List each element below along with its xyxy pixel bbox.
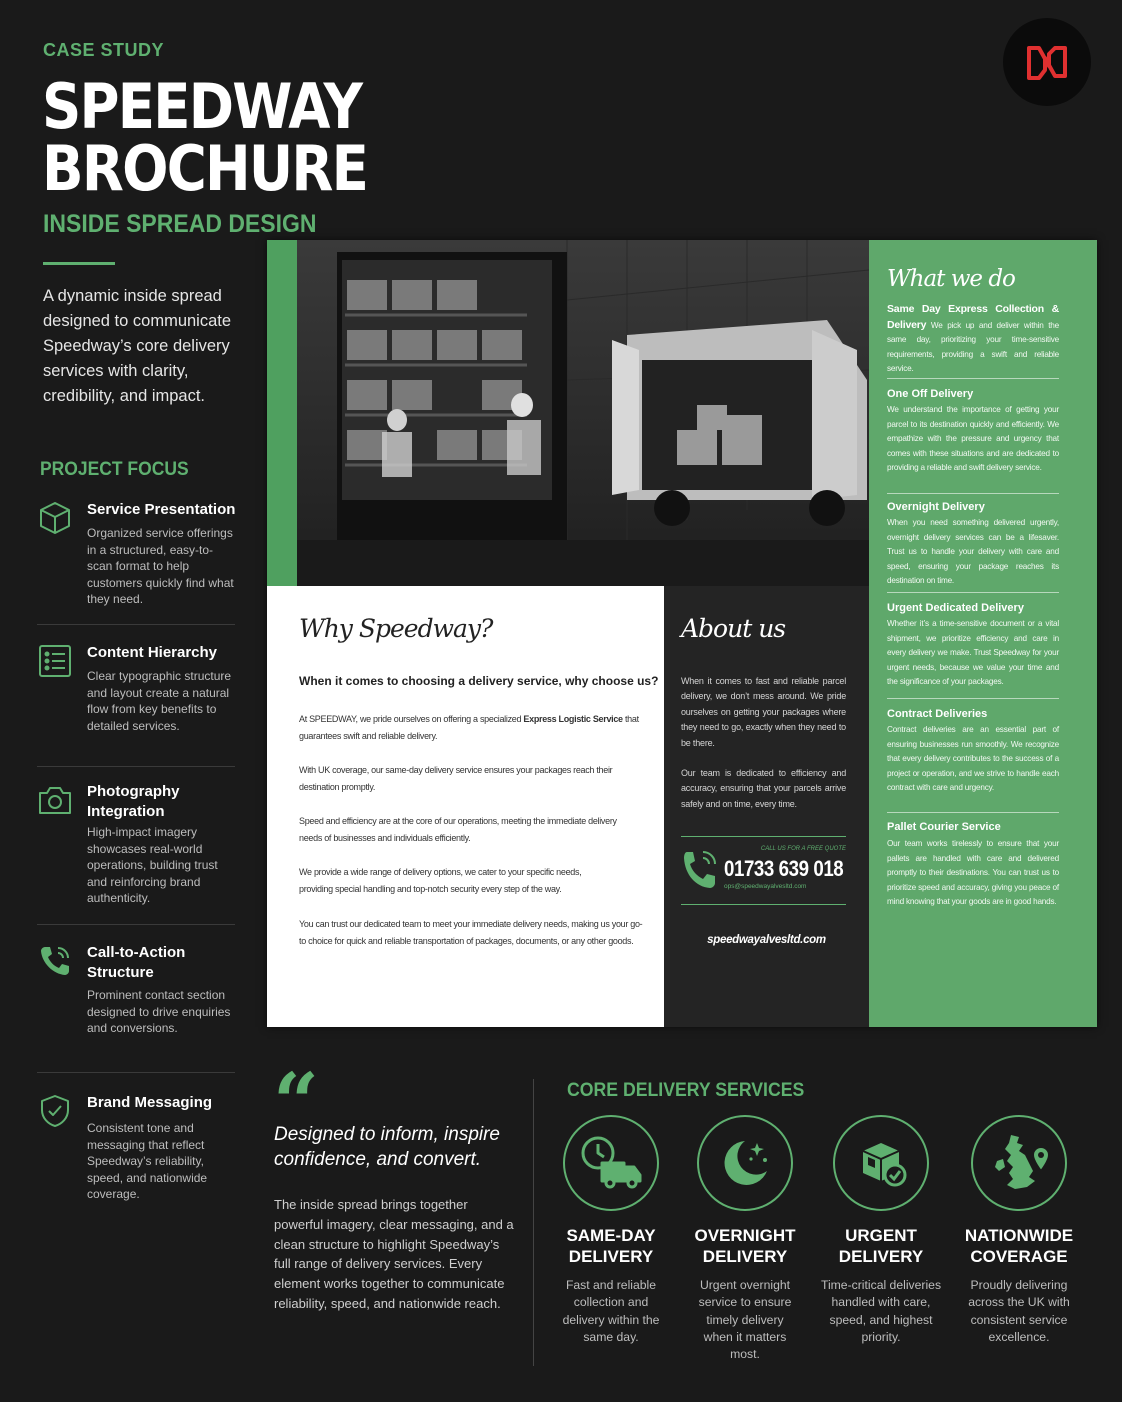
what-item-title: Urgent Dedicated Delivery	[887, 602, 1024, 614]
service-desc: Urgent overnight service to ensure timely delivery when it matters most.	[698, 1278, 792, 1362]
why-paragraph-4: We provide a wide range of delivery options, we cater to your specific needs, providing special handling and top-notch security every step of the way.	[299, 867, 582, 894]
box-check-icon	[833, 1115, 929, 1211]
focus-divider	[37, 1072, 235, 1073]
shield-check-icon	[37, 1093, 73, 1129]
focus-divider	[37, 624, 235, 625]
cta-website[interactable]: speedwayalvesltd.com	[707, 934, 826, 946]
service-desc: Proudly delivering across the UK with consistent service excellence.	[968, 1278, 1070, 1344]
focus-item-title: Brand Messaging	[87, 1094, 213, 1111]
what-item-desc: Our team works tirelessly to ensure that your pallets are handled with care and delivered promptly to their destinations. You can trust us to prioritize speed and accuracy, giving you peace of mind knowing that your goods are in good hands.	[887, 839, 1059, 906]
service-overnight	[681, 1115, 809, 1363]
title-line-1: SPEEDWAY	[42, 70, 362, 143]
page-title	[42, 70, 368, 205]
quote-mark-icon: “	[273, 1055, 320, 1149]
what-item-same-day: Same Day Express Collection & Delivery We pick up and deliver within the same day, prioritizing your time-sensitive requirements, providing a swift and reliable service.	[887, 303, 1059, 373]
focus-item-desc: Prominent contact section designed to drive enquiries and conversions.	[87, 988, 231, 1035]
focus-divider	[37, 766, 235, 767]
service-name: SAME-DAY DELIVERY	[566, 1226, 656, 1266]
cta-rule-top	[681, 836, 846, 837]
uk-map-pin-icon	[971, 1115, 1067, 1211]
warehouse-photo	[267, 240, 869, 586]
why-paragraph-5: You can trust our dedicated team to meet your immediate delivery needs, making us your go-to choice for quick and reliable transportation of packages, documents, or any other goods.	[299, 919, 643, 946]
what-item-desc: Contract deliveries are an essential part of ensuring businesses run smoothly. We recognize that every delivery contributes to the success of a project or operation, and we strive to handle each contract with care and urgency.	[887, 725, 1059, 792]
cta-rule-bottom	[681, 904, 846, 905]
why-lead: When it comes to choosing a delivery service, why choose us?	[299, 674, 659, 688]
what-item-title: Contract Deliveries	[887, 708, 988, 720]
cta-phone-number[interactable]: 01733 639 018	[724, 856, 844, 881]
what-divider	[887, 698, 1059, 699]
about-paragraph-1: When it comes to fast and reliable parcel delivery, we don’t mess around. We pride ourselves on getting your packages where they need to go, exactly when they need to be there.	[681, 676, 846, 748]
focus-item-title: Photography Integration	[87, 783, 180, 820]
focus-item-title: Call-to-Action Structure	[87, 944, 186, 981]
about-us-panel	[664, 586, 869, 1027]
why-title: Why Speedway?	[299, 614, 493, 643]
cta-email[interactable]: ops@speedwayalvesltd.com	[724, 883, 807, 890]
page-subtitle: INSIDE SPREAD DESIGN	[43, 210, 317, 238]
what-divider	[887, 493, 1059, 494]
project-focus-title: PROJECT FOCUS	[40, 459, 189, 480]
service-urgent	[817, 1115, 945, 1346]
list-icon	[37, 643, 73, 679]
focus-item-title: Content Hierarchy	[87, 644, 218, 661]
what-divider	[887, 812, 1059, 813]
why-paragraph-3: Speed and efficiency are at the core of our operations, meeting the immediate delivery needs of businesses and individuals efficiently.	[299, 816, 617, 843]
cube-icon	[37, 500, 73, 536]
service-desc: Fast and reliable collection and delivery within the same day.	[562, 1278, 660, 1344]
intro-text: A dynamic inside spread designed to communicate Speedway’s core delivery services with clarity, credibility, and impact.	[43, 287, 232, 405]
brochure-spread	[267, 240, 1097, 1027]
focus-item-desc: Consistent tone and messaging that reflect Speedway’s reliability, speed, and nationwide coverage.	[87, 1121, 208, 1201]
focus-divider	[37, 924, 235, 925]
what-we-do-panel	[869, 240, 1097, 1027]
title-line-2: BROCHURE	[42, 132, 368, 205]
speedway-logo-icon	[1003, 18, 1091, 106]
what-item-desc: Whether it’s a time-sensitive document or a vital shipment, we prioritize efficiency and care in every delivery we make. Trust Speedway for your urgent needs, because we value your time and the significance of your packages.	[887, 619, 1059, 686]
about-title: About us	[681, 614, 786, 643]
focus-item-desc: High-impact imagery showcases real-world operations, building trust and reinforcing brand authenticity.	[87, 825, 218, 905]
focus-item-title: Service Presentation	[87, 501, 236, 518]
section-divider	[533, 1079, 534, 1366]
service-name: OVERNIGHT DELIVERY	[694, 1226, 796, 1266]
focus-item-desc: Clear typographic structure and layout create a natural flow from key benefits to detailed services.	[87, 669, 232, 733]
why-paragraph-1: At SPEEDWAY, we pride ourselves on offering a specialized Express Logistic Service that guarantees swift and reliable delivery.	[299, 714, 639, 741]
about-paragraph-2: Our team is dedicated to efficiency and accuracy, ensuring that your parcels arrive safely and on time, every time.	[681, 768, 846, 809]
focus-item-desc: Organized service offerings in a structured, easy-to-scan format to help customers quickly find what they need.	[87, 526, 234, 606]
what-item-title: Overnight Delivery	[887, 501, 985, 513]
pull-quote: Designed to inform, inspire confidence, and convert.	[274, 1124, 500, 1170]
why-speedway-panel	[267, 586, 664, 1027]
what-item-title: Pallet Courier Service	[887, 821, 1001, 833]
clock-truck-icon	[563, 1115, 659, 1211]
why-paragraph-2: With UK coverage, our same-day delivery service ensures your packages reach their destination promptly.	[299, 765, 613, 792]
service-desc: Time-critical deliveries handled with care, speed, and highest priority.	[820, 1278, 942, 1344]
moon-stars-icon	[697, 1115, 793, 1211]
service-nationwide	[952, 1115, 1086, 1346]
phone-icon	[37, 943, 73, 979]
what-item-title: One Off Delivery	[887, 388, 974, 400]
cta-label: CALL US FOR A FREE QUOTE	[760, 846, 846, 852]
green-spine-strip	[267, 240, 297, 586]
quote-body: The inside spread brings together powerful imagery, clear messaging, and a clean structure to highlight Speedway’s full range of delivery services. Every element works together to communicate reliability, speed, and nationwide reach.	[274, 1197, 514, 1311]
core-services-title: CORE DELIVERY SERVICES	[567, 1080, 805, 1101]
what-divider	[887, 378, 1059, 379]
what-item-desc: We understand the importance of getting your parcel to its destination quickly and efficiently. We empathize with the pressure and urgency that comes with these situations and are dedicated to providing a reliable and swift delivery service.	[887, 405, 1059, 472]
what-title: What we do	[887, 266, 1015, 292]
header-rule	[43, 262, 115, 265]
eyebrow: CASE STUDY	[43, 40, 165, 60]
cta-phone-icon	[681, 848, 719, 897]
what-divider	[887, 592, 1059, 593]
service-name: NATIONWIDE COVERAGE	[964, 1226, 1074, 1266]
what-item-desc: When you need something delivered urgently, overnight delivery services can be a lifesaver. Trust us to handle your delivery with care and speed, ensuring your package reaches its destination on time.	[887, 518, 1059, 585]
camera-icon	[37, 782, 73, 818]
service-name: URGENT DELIVERY	[838, 1226, 924, 1266]
service-same-day	[547, 1115, 675, 1346]
